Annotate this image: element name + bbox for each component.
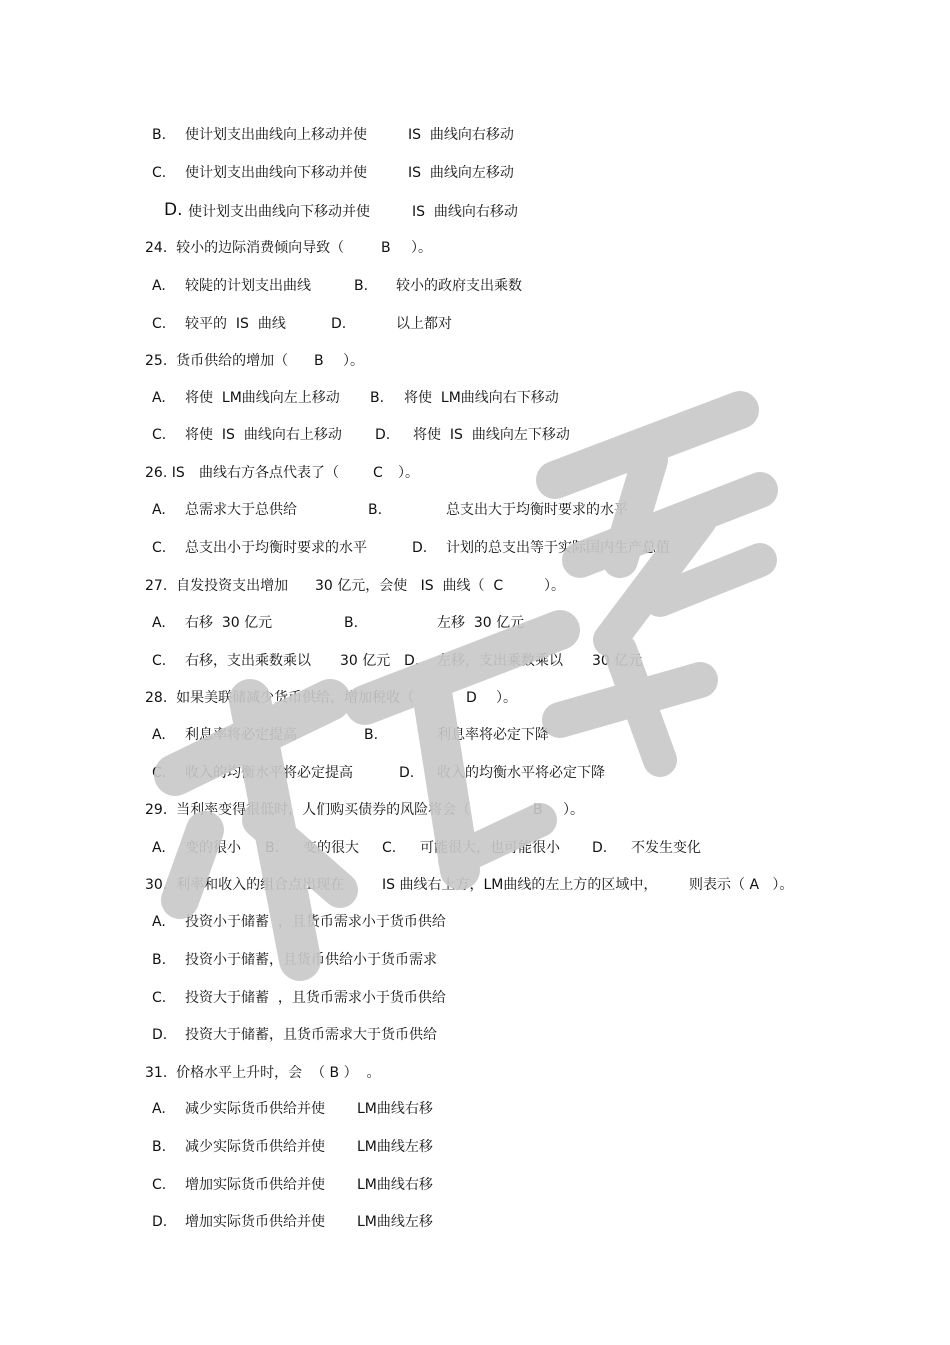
- text-segment: 收入的均衡水平将必定提高: [185, 765, 353, 781]
- text-segment: A.: [152, 727, 166, 743]
- text-line: [0, 538, 950, 558]
- text-segment: 26. IS: [145, 465, 185, 481]
- text-segment: 增加实际货币供给并使: [185, 1177, 325, 1193]
- text-line: [0, 1099, 950, 1119]
- text-line: [0, 351, 950, 371]
- text-segment: IS 曲线向右移动: [412, 204, 518, 220]
- text-segment: C.: [152, 765, 167, 781]
- text-segment: ）。: [563, 802, 584, 818]
- text-segment: LM曲线左移: [357, 1139, 433, 1155]
- text-segment: 投资大于储蓄 ，且货币需求小于货币供给: [185, 990, 446, 1006]
- text-segment: 变的很小: [185, 840, 241, 856]
- text-segment: D.: [404, 653, 420, 669]
- text-line: [0, 950, 950, 970]
- text-segment: 使计划支出曲线向下移动并使: [185, 165, 367, 181]
- text-line: [0, 1063, 950, 1083]
- text-segment: B.: [344, 615, 359, 631]
- text-line: [0, 1137, 950, 1157]
- text-segment: 将使 LM曲线向左上移动: [185, 390, 340, 406]
- text-segment: 使计划支出曲线向下移动并使: [188, 204, 370, 220]
- text-segment: 31. 价格水平上升时，会 （ B ） 。: [145, 1065, 381, 1081]
- text-line: [0, 576, 950, 596]
- text-segment: B.: [152, 952, 167, 968]
- text-segment: B.: [265, 840, 280, 856]
- text-line: [0, 1212, 950, 1232]
- text-line: [0, 388, 950, 408]
- text-segment: B: [533, 802, 543, 818]
- text-segment: IS 曲线向右移动: [408, 127, 514, 143]
- text-line: [0, 800, 950, 820]
- text-segment: A.: [152, 615, 166, 631]
- text-segment: 总支出小于均衡时要求的水平: [185, 540, 367, 556]
- text-segment: C.: [382, 840, 397, 856]
- text-segment: ）。: [398, 465, 419, 481]
- text-segment: LM曲线左移: [357, 1214, 433, 1230]
- text-segment: B.: [152, 127, 167, 143]
- text-segment: D.: [592, 840, 608, 856]
- text-segment: D.: [399, 765, 415, 781]
- text-segment: A.: [152, 1101, 166, 1117]
- text-segment: B.: [354, 278, 369, 294]
- text-line: [0, 202, 950, 222]
- text-line: [0, 163, 950, 183]
- text-segment: ）。: [544, 578, 565, 594]
- text-segment: C.: [152, 540, 167, 556]
- text-segment: A.: [152, 278, 166, 294]
- text-line: [0, 651, 950, 671]
- text-line: [0, 838, 950, 858]
- text-segment: ）。: [496, 690, 517, 706]
- text-segment: IS 曲线右上方，LM曲线的左上方的区域中，: [382, 877, 658, 893]
- text-segment: 将使 IS 曲线向左下移动: [413, 427, 570, 443]
- text-segment: 24. 较小的边际消费倾向导致（: [145, 240, 345, 256]
- text-segment: B.: [152, 1139, 167, 1155]
- text-segment: 将使 IS 曲线向右上移动: [185, 427, 342, 443]
- text-segment: A.: [152, 502, 166, 518]
- text-segment: 投资小于储蓄 ，且货币需求小于货币供给: [185, 914, 446, 930]
- text-segment: 总需求大于总供给: [185, 502, 297, 518]
- text-segment: LM曲线右移: [357, 1177, 433, 1193]
- text-segment: 减少实际货币供给并使: [185, 1101, 325, 1117]
- text-segment: 可能很大，也可能很小: [420, 840, 560, 856]
- text-line: [0, 314, 950, 334]
- text-segment: 较小的政府支出乘数: [396, 278, 522, 294]
- text-segment: 30 亿元，会使 IS 曲线（ C: [315, 578, 504, 594]
- text-segment: 30. 利率和收入的组合点出现在: [145, 877, 345, 893]
- text-segment: D.: [331, 316, 347, 332]
- text-segment: ）。: [411, 240, 432, 256]
- text-segment: LM曲线右移: [357, 1101, 433, 1117]
- text-segment: 较陡的计划支出曲线: [185, 278, 311, 294]
- text-line: [0, 988, 950, 1008]
- text-line: [0, 688, 950, 708]
- text-segment: D.: [375, 427, 391, 443]
- text-segment: A.: [152, 840, 166, 856]
- text-segment: 投资小于储蓄，且货币供给小于货币需求: [185, 952, 437, 968]
- text-line: [0, 425, 950, 445]
- text-segment: C: [373, 465, 383, 481]
- text-segment: IS 曲线向左移动: [408, 165, 514, 181]
- text-segment: D: [466, 690, 477, 706]
- text-segment: 右移 30 亿元: [185, 615, 273, 631]
- text-segment: 曲线右方各点代表了（: [199, 465, 339, 481]
- text-segment: D.: [412, 540, 428, 556]
- text-line: [0, 613, 950, 633]
- text-segment: 投资大于储蓄，且货币需求大于货币供给: [185, 1027, 437, 1043]
- text-segment: 不发生变化: [631, 840, 701, 856]
- text-line: [0, 125, 950, 145]
- text-segment: A.: [152, 390, 166, 406]
- text-segment: D.: [152, 1027, 168, 1043]
- text-segment: 30 亿元: [340, 653, 391, 669]
- text-segment: 较平的 IS 曲线: [185, 316, 286, 332]
- text-segment: 右移，支出乘数乘以: [185, 653, 311, 669]
- text-segment: C.: [152, 427, 167, 443]
- text-line: [0, 875, 950, 895]
- text-segment: 28. 如果美联储减少货币供给，增加税收（: [145, 690, 415, 706]
- text-segment: C.: [152, 990, 167, 1006]
- text-segment: 则表示（ A ）。: [689, 877, 794, 893]
- text-segment: B.: [364, 727, 379, 743]
- text-segment: 25. 货币供给的增加（: [145, 353, 289, 369]
- text-segment: 使计划支出曲线向上移动并使: [185, 127, 367, 143]
- text-segment: 变的很大: [303, 840, 359, 856]
- text-line: [0, 500, 950, 520]
- text-segment: C.: [152, 165, 167, 181]
- text-segment: C.: [152, 1177, 167, 1193]
- text-segment: 左移 30 亿元: [437, 615, 525, 631]
- text-segment: D.: [164, 200, 183, 220]
- text-segment: 总支出大于均衡时要求的水平: [446, 502, 628, 518]
- text-segment: C.: [152, 316, 167, 332]
- text-segment: 27. 自发投资支出增加: [145, 578, 289, 594]
- text-line: [0, 1175, 950, 1195]
- text-segment: 减少实际货币供给并使: [185, 1139, 325, 1155]
- text-segment: B.: [368, 502, 383, 518]
- text-segment: 将使 LM曲线向右下移动: [404, 390, 559, 406]
- text-segment: A.: [152, 914, 166, 930]
- text-line: [0, 276, 950, 296]
- text-segment: ）。: [343, 353, 364, 369]
- text-segment: D.: [152, 1214, 168, 1230]
- text-segment: B: [314, 353, 324, 369]
- text-line: [0, 463, 950, 483]
- text-segment: B: [381, 240, 391, 256]
- text-segment: 增加实际货币供给并使: [185, 1214, 325, 1230]
- text-segment: 计划的总支出等于实际国内生产总值: [446, 540, 670, 556]
- text-segment: 左移，支出乘数乘以: [437, 653, 563, 669]
- text-segment: 利息率将必定提高: [185, 727, 297, 743]
- text-segment: 30 亿元: [592, 653, 643, 669]
- text-line: [0, 912, 950, 932]
- text-segment: C.: [152, 653, 167, 669]
- text-segment: 29. 当利率变得很低时，人们购买债券的风险将会（: [145, 802, 471, 818]
- text-segment: 收入的均衡水平将必定下降: [437, 765, 605, 781]
- text-line: [0, 1025, 950, 1045]
- text-segment: B.: [370, 390, 385, 406]
- text-line: [0, 763, 950, 783]
- text-segment: 利息率将必定下降: [437, 727, 549, 743]
- text-segment: 以上都对: [396, 316, 452, 332]
- text-line: [0, 238, 950, 258]
- text-line: [0, 725, 950, 745]
